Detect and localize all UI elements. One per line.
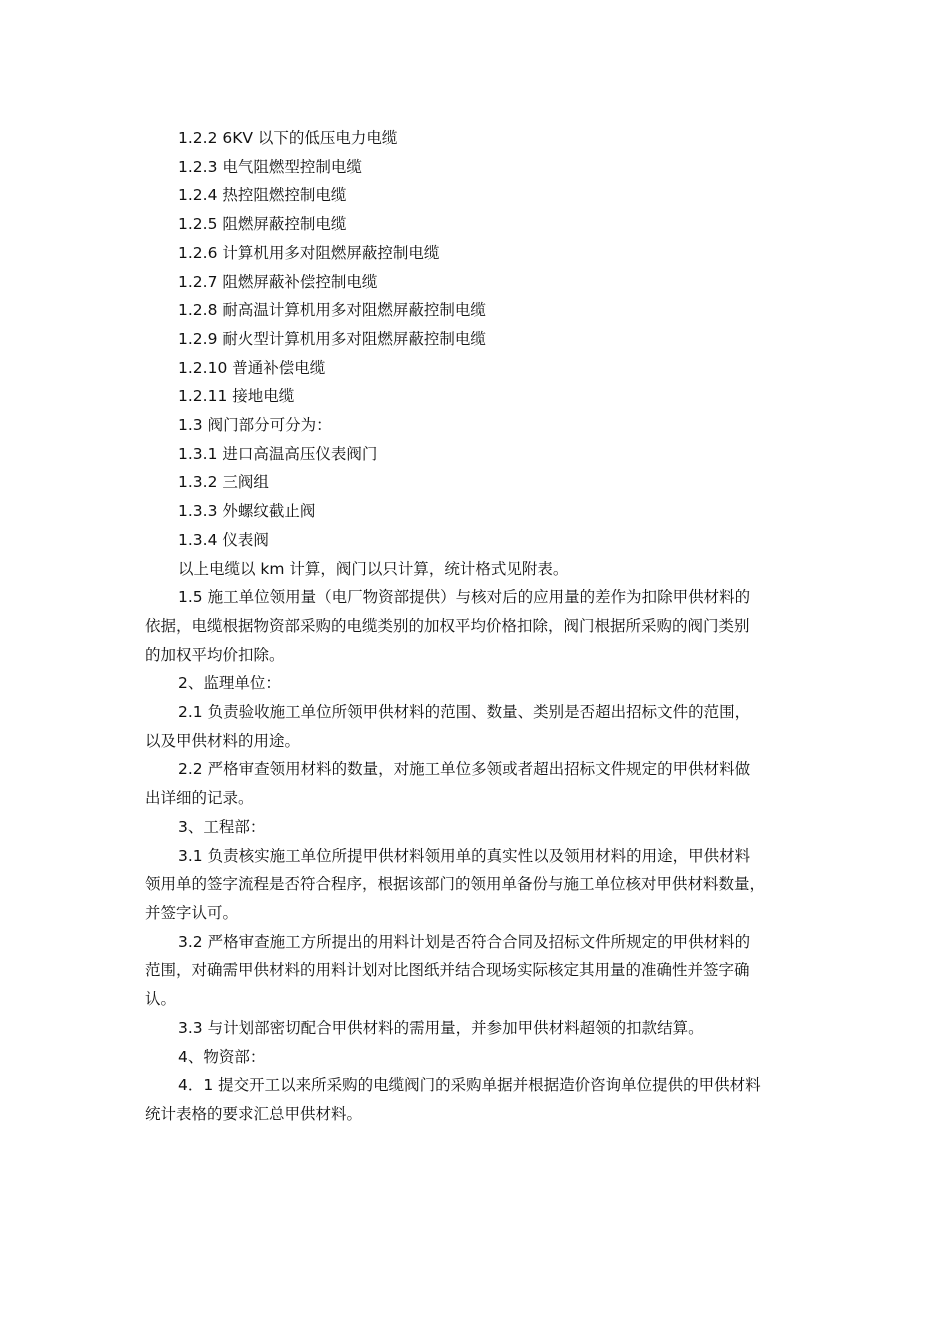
list-item: 1.3.1 进口高温高压仪表阀门 [178,444,378,463]
paragraph-line: 3、工程部： [178,817,266,836]
paragraph [145,842,809,928]
paragraph-line: 以及甲供材料的用途。 [145,731,301,750]
paragraph-line: 的加权平均价扣除。 [145,645,285,664]
list-item: 1.3.3 外螺纹截止阀 [178,502,316,521]
paragraph [145,698,809,755]
paragraph [145,928,809,1014]
list-item: 1.2.2 6KV 以下的低压电力电缆 [178,129,398,147]
paragraph-line: 4、物资部： [178,1047,266,1066]
list-item: 1.3.4 仪表阀 [178,530,269,549]
section-heading: 1.3 阀门部分可分为： [178,416,332,435]
paragraph-line: 3.3 与计划部密切配合甲供材料的需用量，并参加甲供材料超领的扣款结算。 [178,1018,704,1037]
paragraph-line: 范围，对确需甲供材料的用料计划对比图纸并结合现场实际核定其用量的准确性并签字确 [145,961,750,980]
list-item: 1.3.2 三阀组 [178,473,269,492]
list-item: 1.2.11 接地电缆 [178,387,295,406]
list-item: 1.2.5 阻燃屏蔽控制电缆 [178,215,347,234]
paragraph-line: 统计表格的要求汇总甲供材料。 [145,1104,363,1123]
paragraph-line: 出详细的记录。 [145,789,254,808]
paragraph-line: 2.2 严格审查领用材料的数量，对施工单位多领或者超出招标文件规定的甲供材料做 [178,760,751,779]
paragraph-line: 3.1 负责核实施工单位所提甲供材料领用单的真实性以及领用材料的用途，甲供材料 [178,846,751,865]
paragraph [145,583,809,669]
document-body [145,124,809,1129]
paragraph-line: 2.1 负责验收施工单位所领甲供材料的范围、数量、类别是否超出招标文件的范围， [178,703,751,722]
list-item: 1.2.10 普通补偿电缆 [178,358,326,377]
paragraph [145,755,809,812]
list-item: 1.2.4 热控阻燃控制电缆 [178,186,347,205]
section-heading [145,1043,809,1072]
paragraph-line: 2、监理单位： [178,674,281,693]
paragraph-line: 领用单的签字流程是否符合程序，根据该部门的领用单备份与施工单位核对甲供材料数量， [145,875,766,894]
paragraph-line: 依据，电缆根据物资部采购的电缆类别的加权平均价格扣除，阀门根据所采购的阀门类别 [145,616,750,635]
list-item: 1.2.8 耐高温计算机用多对阻燃屏蔽控制电缆 [178,301,486,320]
paragraph-line: 3.2 严格审查施工方所提出的用料计划是否符合合同及招标文件所规定的甲供材料的 [178,932,751,951]
list-item: 1.2.7 阻燃屏蔽补偿控制电缆 [178,272,378,291]
paragraph-line: 认。 [145,990,177,1009]
list-item: 1.2.3 电气阻燃型控制电缆 [178,157,362,176]
paragraph-line: 4．1 提交开工以来所采购的电缆阀门的采购单据并根据造价咨询单位提供的甲供材料 [178,1076,761,1095]
paragraph [145,1014,809,1043]
paragraph-line: 并签字认可。 [145,903,239,922]
list-item: 1.2.9 耐火型计算机用多对阻燃屏蔽控制电缆 [178,329,486,348]
section-heading [145,813,809,842]
list-item: 1.2.6 计算机用多对阻燃屏蔽控制电缆 [178,243,440,262]
section-heading [145,669,809,698]
note-line: 以上电缆以 km 计算，阀门以只计算，统计格式见附表。 [178,559,569,578]
paragraph-line: 1.5 施工单位领用量（电厂物资部提供）与核对后的应用量的差作为扣除甲供材料的 [178,588,751,607]
paragraph [145,1071,809,1128]
